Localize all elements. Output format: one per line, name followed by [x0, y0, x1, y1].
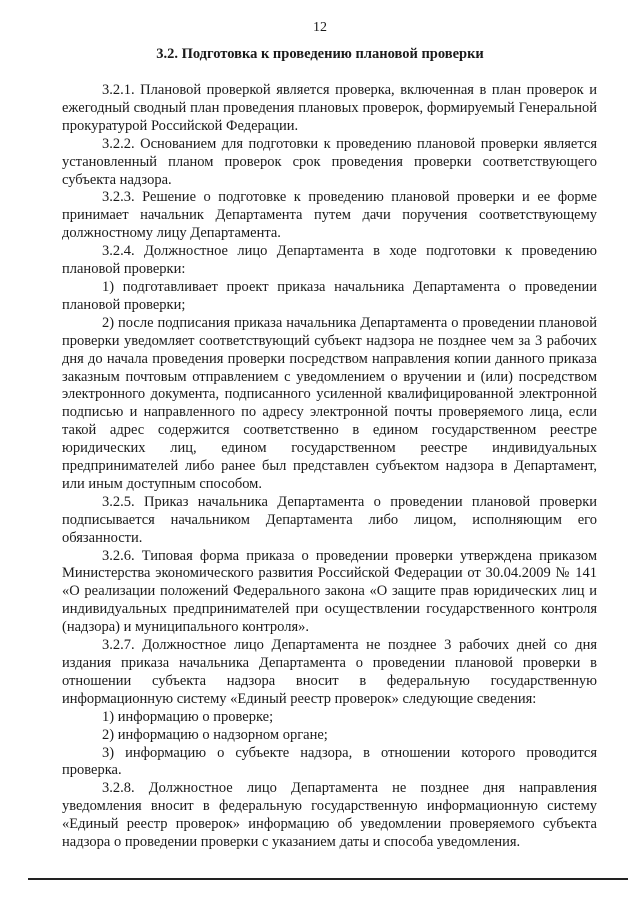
paragraph-3-2-4: 3.2.4. Должностное лицо Департамента в ходе подготовки к проведению плановой проверки:	[62, 243, 597, 278]
paragraph-3-2-6: 3.2.6. Типовая форма приказа о проведении проверки утверждена приказом Министерства экономического развития Российской Федерации от 30.04.2009 № 141 «О реализации положений Федерального закона «О защите прав юридических лиц и индивидуальных предпринимателей при осуществлении государственного контроля (надзора) и муниципального контроля».	[62, 547, 597, 636]
paragraph-3-2-1: 3.2.1. Плановой проверкой является проверка, включенная в план проверок и ежегодный сводный план проведения плановых проверок, формируемый Генеральной прокуратурой Российской Федерации.	[62, 82, 597, 134]
footer-divider	[28, 878, 628, 880]
section-title: 3.2. Подготовка к проведению плановой проверки	[156, 46, 484, 62]
document-body	[62, 82, 597, 852]
paragraph-3-2-5: 3.2.5. Приказ начальника Департамента о проведении плановой проверки подписывается начальником Департамента либо лицом, исполняющим его обязанности.	[62, 493, 597, 546]
paragraph-3-2-2: 3.2.2. Основанием для подготовки к проведению плановой проверки является установленный планом проверок срок проведения проверки соответствующего субъекта надзора.	[62, 135, 597, 188]
paragraph-3-2-8: 3.2.8. Должностное лицо Департамента не позднее дня направления уведомления вносит в федеральную государственную информационную систему «Единый реестр проверок» информацию об уведомлении проверяемого субъекта надзора о проведении проверки с указанием даты и способа уведомления.	[62, 780, 597, 851]
list-item-3-2-7-3: 3) информацию о субъекте надзора, в отношении которого проводится проверка.	[62, 744, 597, 779]
list-item-3-2-4-1: 1) подготавливает проект приказа начальника Департамента о проведении плановой проверки;	[62, 278, 597, 313]
list-item-3-2-7-1: 1) информацию о проверке;	[102, 708, 274, 725]
paragraph-3-2-7: 3.2.7. Должностное лицо Департамента не позднее 3 рабочих дней со дня издания приказа начальника Департамента о проведении плановой проверки в отношении субъекта надзора вносит в федеральную государственную информационную систему «Единый реестр проверок» следующие сведения:	[62, 637, 597, 707]
list-item-3-2-4-2: 2) после подписания приказа начальника Департамента о проведении плановой проверки уведомляет соответствующий субъект надзора не позднее чем за 3 рабочих дня до начала проведения проверки посредством направления копии данного приказа заказным почтовым отправлением с уведомлением о вручении и (или) посредством электронного документа, подписанного усиленной квалифицированной электронной подписью и направленного по адресу электронной почты проверяемого лица, если такой адрес содержится соответственно в едином государственном реестре юридических лиц, едином государственном реестре индивидуальных предпринимателей либо ранее был представлен субъектом надзора в Департамент, или иным доступным способом.	[62, 314, 597, 492]
paragraph-3-2-3: 3.2.3. Решение о подготовке к проведению плановой проверки и ее форме принимает начальник Департамента путем дачи поручения соответствующему должностному лицу Департамента.	[62, 189, 597, 242]
list-item-3-2-7-2: 2) информацию о надзорном органе;	[102, 726, 328, 743]
page-number: 12	[313, 20, 327, 35]
